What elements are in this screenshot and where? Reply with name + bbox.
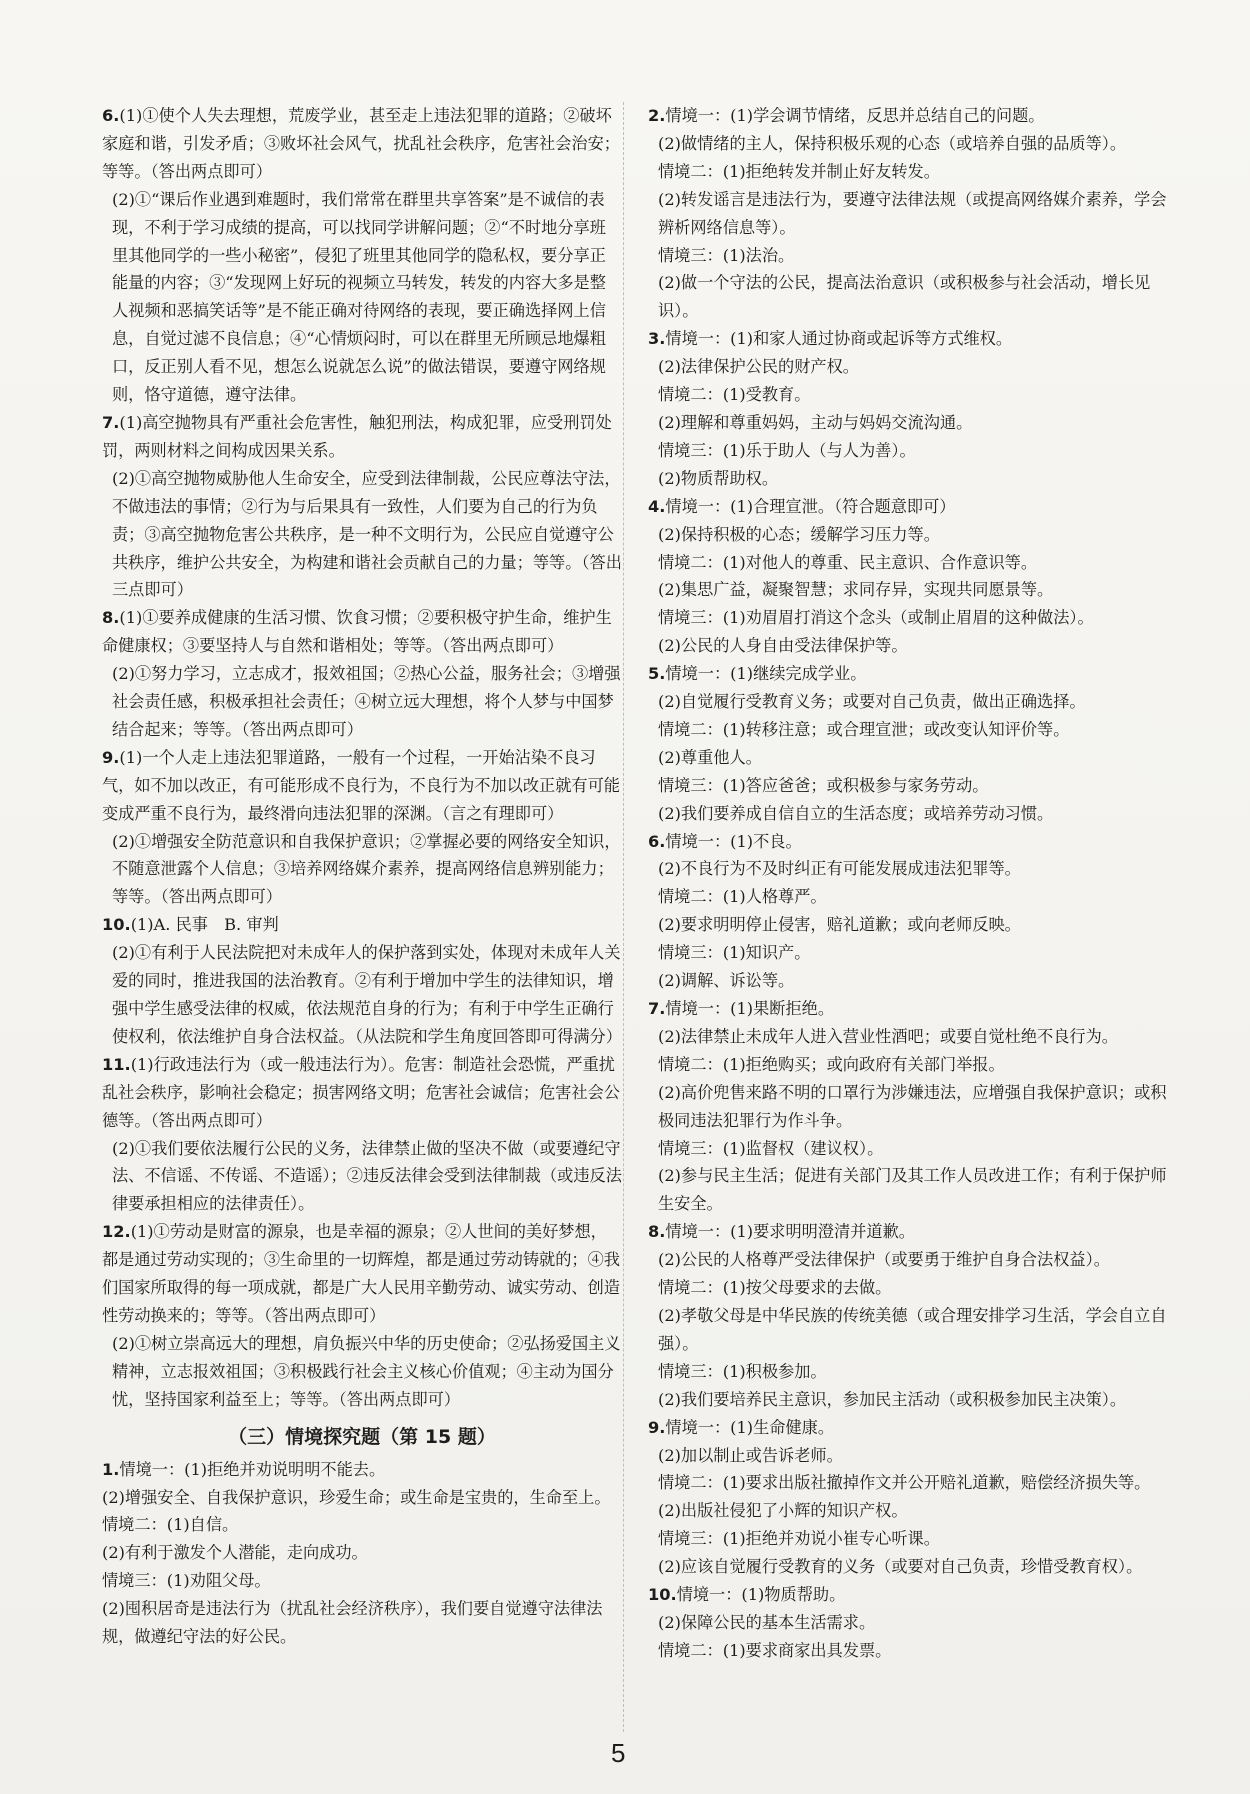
answer-line: 情境二：(1)人格尊严。: [658, 887, 827, 907]
answer-line: (2)法律保护公民的财产权。: [658, 357, 859, 377]
answer-text: (1)高空抛物具有严重社会危害性，触犯刑法，构成犯罪，应受刑罚处罚，两则材料之间构成因果关系。: [102, 412, 612, 460]
answer-text: (1)①劳动是财富的源泉，也是幸福的源泉；②人世间的美好梦想，都是通过劳动实现的；③生命里的一切辉煌，都是通过劳动铸就的；④我们国家所取得的每一项成就，都是广大人民用辛勤劳动、诚实劳动、创造性劳动换来的；等等。（答出两点即可）: [102, 1222, 620, 1325]
question-item: [648, 828, 1168, 856]
answer-text: 情境一：(1)和家人通过协商或起诉等方式维权。: [665, 329, 1013, 349]
question-number: 6.: [648, 831, 666, 851]
answer-line: (2)①高空抛物威胁他人生命安全，应受到法律制裁，公民应尊法守法，不做违法的事情；②行为与后果具有一致性，人们要为自己的行为负责；③高空抛物危害公共秩序，是一种不文明行为，公民应自觉遵守公共秩序，维护公共安全，为构建和谐社会贡献自己的力量；等等。（答出三点即可）: [112, 468, 622, 600]
question-number: 7.: [648, 999, 666, 1018]
answer-line: (2)我们要养成自信自立的生活态度；或培养劳动习惯。: [658, 803, 1054, 823]
answer-line: (2)加以制止或告诉老师。: [658, 1445, 843, 1465]
column-divider: [623, 102, 624, 1732]
answer-line: 情境二：(1)要求商家出具发票。: [658, 1640, 892, 1660]
section-title: （三）情境探究题（第 15 题）: [228, 1425, 496, 1448]
answer-line: (2)尊重他人。: [658, 747, 762, 767]
page-number: 5: [611, 1738, 626, 1768]
question-number: 9.: [648, 1417, 666, 1437]
question-item: [648, 102, 1168, 130]
answer-line: 情境二：(1)按父母要求的去做。: [658, 1278, 892, 1298]
question-item: [102, 604, 622, 660]
answer-text: 情境一：(1)物质帮助。: [676, 1585, 846, 1605]
answer-line: 情境三：(1)乐于助人（与人为善）。: [658, 440, 916, 460]
answer-line: (2)公民的人身自由受法律保护等。: [658, 636, 908, 656]
question-number: 10.: [648, 1585, 677, 1605]
question-number: 10.: [102, 915, 131, 935]
answer-text: 情境一：(1)生命健康。: [665, 1417, 835, 1437]
answer-line: 情境三：(1)法治。: [658, 245, 795, 265]
answer-text: 情境一：(1)不良。: [665, 831, 802, 851]
question-item: [102, 409, 622, 465]
answer-line: 情境三：(1)劝阻父母。: [102, 1571, 271, 1591]
answer-line: (2)①“课后作业遇到难题时，我们常常在群里共享答案”是不诚信的表现，不利于学习成绩的提高，可以找同学讲解问题；②“不时地分享班里其他同学的一些小秘密”，侵犯了班里其他同学的隐私权，要分享正能量的内容；③“发现网上好玩的视频立马转发，转发的内容大多是整人视频和恶搞笑话等”是不能正确对待网络的表现，要正确选择网上信息，自觉过滤不良信息；④“心情烦闷时，可以在群里无所顾忌地爆粗口，反正别人看不见，想怎么说就怎么说”的做法错误，要遵守网络规则，恪守道德，遵守法律。: [112, 189, 606, 405]
answer-line: (2)孝敬父母是中华民族的传统美德（或合理安排学习生活，学会自立自强）。: [658, 1305, 1167, 1353]
answer-line: 情境三：(1)答应爸爸；或积极参与家务劳动。: [658, 775, 989, 795]
answer-line: (2)不良行为不及时纠正有可能发展成违法犯罪等。: [658, 859, 1021, 879]
answer-line: (2)①树立崇高远大的理想，肩负振兴中华的历史使命；②弘扬爱国主义精神，立志报效祖国；③积极践行社会主义核心价值观；④主动为国分忧，坚持国家利益至上；等等。（答出两点即可）: [112, 1333, 621, 1409]
answer-text: (1)A. 民事 B. 审判: [130, 915, 279, 935]
answer-line: (2)要求明明停止侵害，赔礼道歉；或向老师反映。: [658, 915, 1021, 935]
question-number: 8.: [648, 1222, 666, 1242]
answer-line: (2)①努力学习，立志成才，报效祖国；②热心公益，服务社会；③增强社会责任感，积极承担社会责任；④树立远大理想，将个人梦与中国梦结合起来；等等。（答出两点即可）: [112, 664, 621, 739]
question-item: [648, 493, 1168, 521]
answer-line: (2)法律禁止未成年人进入营业性酒吧；或要自觉杜绝不良行为。: [658, 1026, 1118, 1046]
question-number: 1.: [102, 1459, 120, 1479]
answer-line: (2)增强安全、自我保护意识，珍爱生命；或生命是宝贵的，生命至上。: [102, 1487, 611, 1507]
question-item: [102, 744, 622, 828]
answer-line: (2)参与民主生活；促进有关部门及其工作人员改进工作；有利于保护师生安全。: [658, 1166, 1167, 1214]
answer-text: (1)行政违法行为（或一般违法行为）。危害：制造社会恐慌，严重扰乱社会秩序，影响社会稳定；损害网络文明；危害社会诚信；危害社会公德等。（答出两点即可）: [102, 1054, 620, 1130]
answer-text: (1)①使个人失去理想，荒废学业，甚至走上违法犯罪的道路；②破坏家庭和谐，引发矛盾；③败坏社会风气，扰乱社会秩序，危害社会治安；等等。（答出两点即可）: [102, 106, 620, 181]
answer-line: 情境三：(1)监督权（建议权）。: [658, 1138, 884, 1158]
question-number: 12.: [102, 1222, 131, 1242]
answer-line: (2)①我们要依法履行公民的义务，法律禁止做的坚决不做（或要遵纪守法、不信谣、不传谣、不造谣）；②违反法律会受到法律制裁（或违反法律要承担相应的法律责任）。: [112, 1138, 622, 1214]
answer-line: 情境二：(1)转移注意；或合理宣泄；或改变认知评价等。: [658, 719, 1070, 739]
question-number: 9.: [102, 747, 120, 767]
answer-text: 情境一：(1)合理宣泄。（符合题意即可）: [665, 496, 956, 516]
question-number: 5.: [648, 664, 666, 684]
answer-line: (2)我们要培养民主意识，参加民主活动（或积极参加民主决策）。: [658, 1389, 1127, 1409]
answer-line: (2)出版社侵犯了小辉的知识产权。: [658, 1501, 908, 1521]
question-item: [102, 911, 622, 939]
answer-line: (2)①有利于人民法院把对未成年人的保护落到实处，体现对未成年人关爱的同时，推进我国的法治教育。②有利于增加中学生的法律知识，增强中学生感受法律的权威，依法规范自身的行为；有利于中学生正确行使权利，依法维护自身合法权益。（从法院和学生角度回答即可得满分）: [112, 943, 622, 1046]
answer-line: 情境二：(1)拒绝转发并制止好友转发。: [658, 161, 940, 181]
answer-line: 情境三：(1)拒绝并劝说小崔专心听课。: [658, 1529, 940, 1549]
answer-line: (2)应该自觉履行受教育的义务（或要对自己负责，珍惜受教育权）。: [658, 1557, 1143, 1577]
question-item: [648, 660, 1168, 688]
answer-line: 情境二：(1)自信。: [102, 1515, 239, 1535]
answer-line: (2)公民的人格尊严受法律保护（或要勇于维护自身合法权益）。: [658, 1250, 1110, 1270]
question-number: 7.: [102, 412, 120, 432]
answer-line: (2)囤积居奇是违法行为（扰乱社会经济秩序），我们要自觉遵守法律法规，做遵纪守法的好公民。: [102, 1599, 603, 1647]
answer-line: (2)做情绪的主人，保持积极乐观的心态（或培养自强的品质等）。: [658, 133, 1127, 153]
question-item: [648, 325, 1168, 353]
question-item: [102, 1218, 622, 1330]
answer-text: 情境一：(1)果断拒绝。: [665, 999, 835, 1018]
answer-line: (2)保持积极的心态；缓解学习压力等。: [658, 524, 940, 544]
question-item: [648, 1414, 1168, 1442]
answer-line: 情境二：(1)要求出版社撤掉作文并公开赔礼道歉，赔偿经济损失等。: [658, 1473, 1151, 1493]
answer-line: 情境三：(1)知识产。: [658, 943, 811, 963]
answer-line: (2)高价兜售来路不明的口罩行为涉嫌违法，应增强自我保护意识；或积极同违法犯罪行为作斗争。: [658, 1082, 1167, 1130]
answer-text: 情境一：(1)继续完成学业。: [665, 664, 867, 684]
answer-line: (2)集思广益，凝聚智慧；求同存异，实现共同愿景等。: [658, 580, 1054, 600]
answer-text: (1)一个人走上违法犯罪道路，一般有一个过程，一开始沾染不良习气，如不加以改正，有可能形成不良行为，不良行为不加以改正就有可能变成严重不良行为，最终滑向违法犯罪的深渊。（言之有理即可）: [102, 747, 620, 823]
question-number: 2.: [648, 106, 666, 125]
answer-text: 情境一：(1)学会调节情绪，反思并总结自己的问题。: [665, 106, 1045, 125]
question-item: [648, 1218, 1168, 1246]
answer-text: 情境一：(1)要求明明澄清并道歉。: [665, 1222, 915, 1242]
answer-line: (2)①增强安全防范意识和自我保护意识；②掌握必要的网络安全知识，不随意泄露个人信息；③培养网络媒介素养，提高网络信息辨别能力；等等。（答出两点即可）: [112, 831, 621, 907]
answer-line: 情境三：(1)积极参加。: [658, 1361, 827, 1381]
left-column: [102, 102, 622, 1651]
question-number: 11.: [102, 1054, 131, 1074]
question-number: 8.: [102, 608, 120, 628]
question-item: [648, 1581, 1168, 1609]
answer-line: (2)自觉履行受教育义务；或要对自己负责，做出正确选择。: [658, 692, 1086, 712]
question-item: [648, 995, 1168, 1023]
right-column: [648, 102, 1168, 1665]
answer-line: (2)保障公民的基本生活需求。: [658, 1612, 876, 1632]
question-item: [102, 1051, 622, 1135]
answer-line: (2)做一个守法的公民，提高法治意识（或积极参与社会活动，增长见识）。: [658, 273, 1151, 321]
answer-text: 情境一：(1)拒绝并劝说明明不能去。: [119, 1459, 386, 1479]
question-item: [102, 1456, 622, 1484]
question-number: 6.: [102, 106, 120, 125]
answer-line: (2)有利于激发个人潜能，走向成功。: [102, 1543, 368, 1563]
answer-text: (1)①要养成健康的生活习惯、饮食习惯；②要积极守护生命，维护生命健康权；③要坚持人与自然和谐相处；等等。（答出两点即可）: [102, 608, 612, 656]
question-number: 3.: [648, 329, 666, 349]
question-number: 4.: [648, 496, 666, 516]
question-item: [102, 102, 622, 186]
answer-line: 情境二：(1)拒绝购买；或向政府有关部门举报。: [658, 1054, 1005, 1074]
answer-line: 情境二：(1)对他人的尊重、民主意识、合作意识等。: [658, 552, 1038, 572]
answer-line: (2)转发谣言是违法行为，要遵守法律法规（或提高网络媒介素养，学会辨析网络信息等）。: [658, 189, 1167, 237]
answer-line: 情境二：(1)受教育。: [658, 385, 811, 405]
answer-line: (2)物质帮助权。: [658, 468, 779, 488]
answer-line: (2)理解和尊重妈妈，主动与妈妈交流沟通。: [658, 412, 973, 432]
answer-line: (2)调解、诉讼等。: [658, 971, 795, 991]
answer-line: 情境三：(1)劝眉眉打消这个念头（或制止眉眉的这种做法）。: [658, 608, 1094, 628]
